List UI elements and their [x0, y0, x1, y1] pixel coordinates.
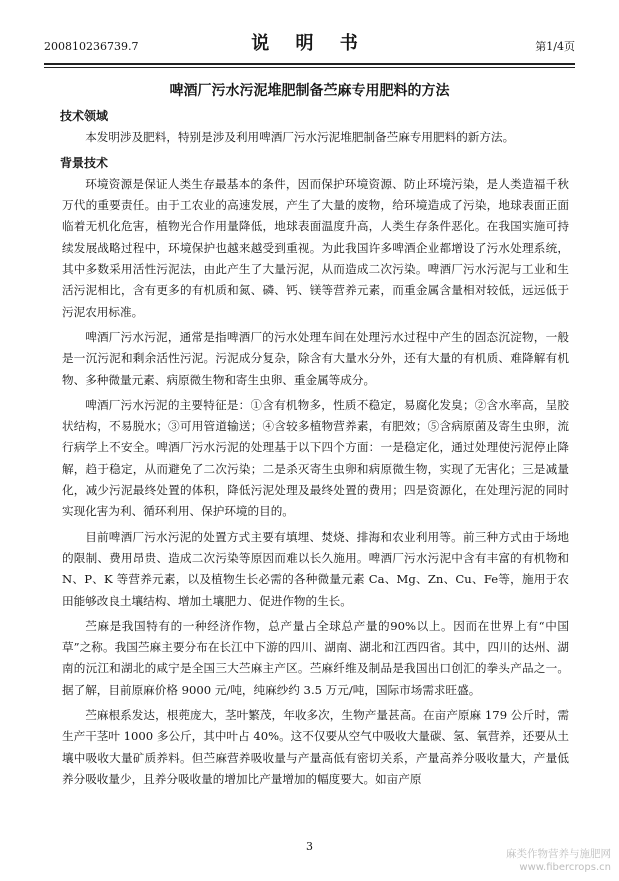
watermark-url: www.fibercrops.cn — [519, 862, 611, 873]
header-rule-thin — [44, 67, 575, 68]
section-heading-technical-field: 技术领域 — [60, 109, 109, 123]
header-rule-thick — [44, 63, 575, 65]
paragraph: 苎麻根系发达，根蔸庞大，茎叶繁茂，年收多次，生物产量甚高。在亩产原麻 179 公斤时，需生产干茎叶 1000 多公斤，其中叶占 40%。这不仅要从空气中吸收大量碳、氢、氧营养，还要从土壤中吸收大量矿质养料。但苎麻营养吸收量与产量高低有密切关系，产量高养分吸收量大，产量低养分吸收量少，且养分吸收量的增加比产量增加的幅度要大。如亩产原 — [62, 708, 569, 786]
paragraph: 苎麻是我国特有的一种经济作物，总产量占全球总产量的90%以上。因而在世界上有“中国草”之称。我国苎麻主要分布在长江中下游的四川、湖南、湖北和江西四省。其中，四川的达州、湖南的沅江和湖北的咸宁是全国三大苎麻主产区。苎麻纤维及制品是我国出口创汇的拳头产品之一。据了解，目前原麻价格 9000 元/吨，纯麻纱约 3.5 万元/吨，国际市场需求旺盛。 — [62, 618, 569, 697]
paragraph: 啤酒厂污水污泥，通常是指啤酒厂的污水处理车间在处理污水过程中产生的固态沉淀物，一般是一沉污泥和剩余活性污泥。污泥成分复杂，除含有大量水分外，还有大量的有机质、难降解有机物、多种微量元素、病原微生物和寄生虫卵、重金属等成分。 — [62, 329, 569, 387]
paragraph: 本发明涉及肥料，特别是涉及利用啤酒厂污水污泥堆肥制备苎麻专用肥料的新方法。 — [85, 130, 515, 145]
document-body — [62, 106, 569, 794]
paragraph: 啤酒厂污水污泥的主要特征是：①含有机物多，性质不稳定，易腐化发臭；②含水率高，呈胶状结构，不易脱水；③可用管道输送；④含较多植物营养素，有肥效；⑤含病原菌及寄生虫卵，流行病学上不安全。啤酒厂污水污泥的处理基于以下四个方面：一是稳定化，通过处理使污泥停止降解，趋于稳定，从而避免了二次污染；二是杀灭寄生虫卵和病原微生物，实现了无害化；三是减量化，减少污泥最终处置的体积，降低污泥处理及最终处置的费用；四是资源化，在处理污泥的同时实现化害为利、循环利用、保护环境的目的。 — [62, 397, 569, 519]
paragraph: 目前啤酒厂污水污泥的处置方式主要有填埋、焚烧、排海和农业利用等。前三种方式由于场地的限制、费用昂贵、造成二次污染等原因而难以长久施用。啤酒厂污水污泥中含有丰富的有机物和 N、P、K 等营养元素，以及植物生长必需的各种微量元素 Ca、Mg、Zn、Cu、Fe等，施用于农田能够改良土壤结构、增加土壤肥力、促进作物的生长。 — [62, 529, 569, 608]
paragraph: 环境资源是保证人类生存最基本的条件，因而保护环境资源、防止环境污染，是人类造福千秋万代的重要责任。由于工农业的高速发展，产生了大量的废物，给环境造成了污染，地球表面正面临着无机化危害，植物光合作用量降低，地球表面温度升高，人类生存条件恶化。在我国实施可持续发展战略过程中，环境保护也越来越受到重视。为此我国许多啤酒企业都增设了污水处理系统，其中多数采用活性污泥法，由此产生了大量污泥，从而造成二次污染。啤酒厂污水污泥与工业和生活污泥相比，含有更多的有机质和氮、磷、钙、镁等营养元素，而重金属含量相对较低，远远低于污泥农用标准。 — [62, 176, 569, 319]
watermark-name: 麻类作物营养与施肥网 — [506, 848, 611, 860]
document-title: 啤酒厂污水污泥堆肥制备苎麻专用肥料的方法 — [169, 83, 450, 99]
page-indicator: 第1/4页 — [535, 40, 575, 53]
section-heading-background: 背景技术 — [60, 155, 109, 170]
application-number: 200810236739.7 — [44, 40, 139, 53]
page-number: 3 — [306, 840, 313, 853]
watermark — [506, 848, 611, 874]
header-title: 说 明 书 — [251, 33, 368, 54]
